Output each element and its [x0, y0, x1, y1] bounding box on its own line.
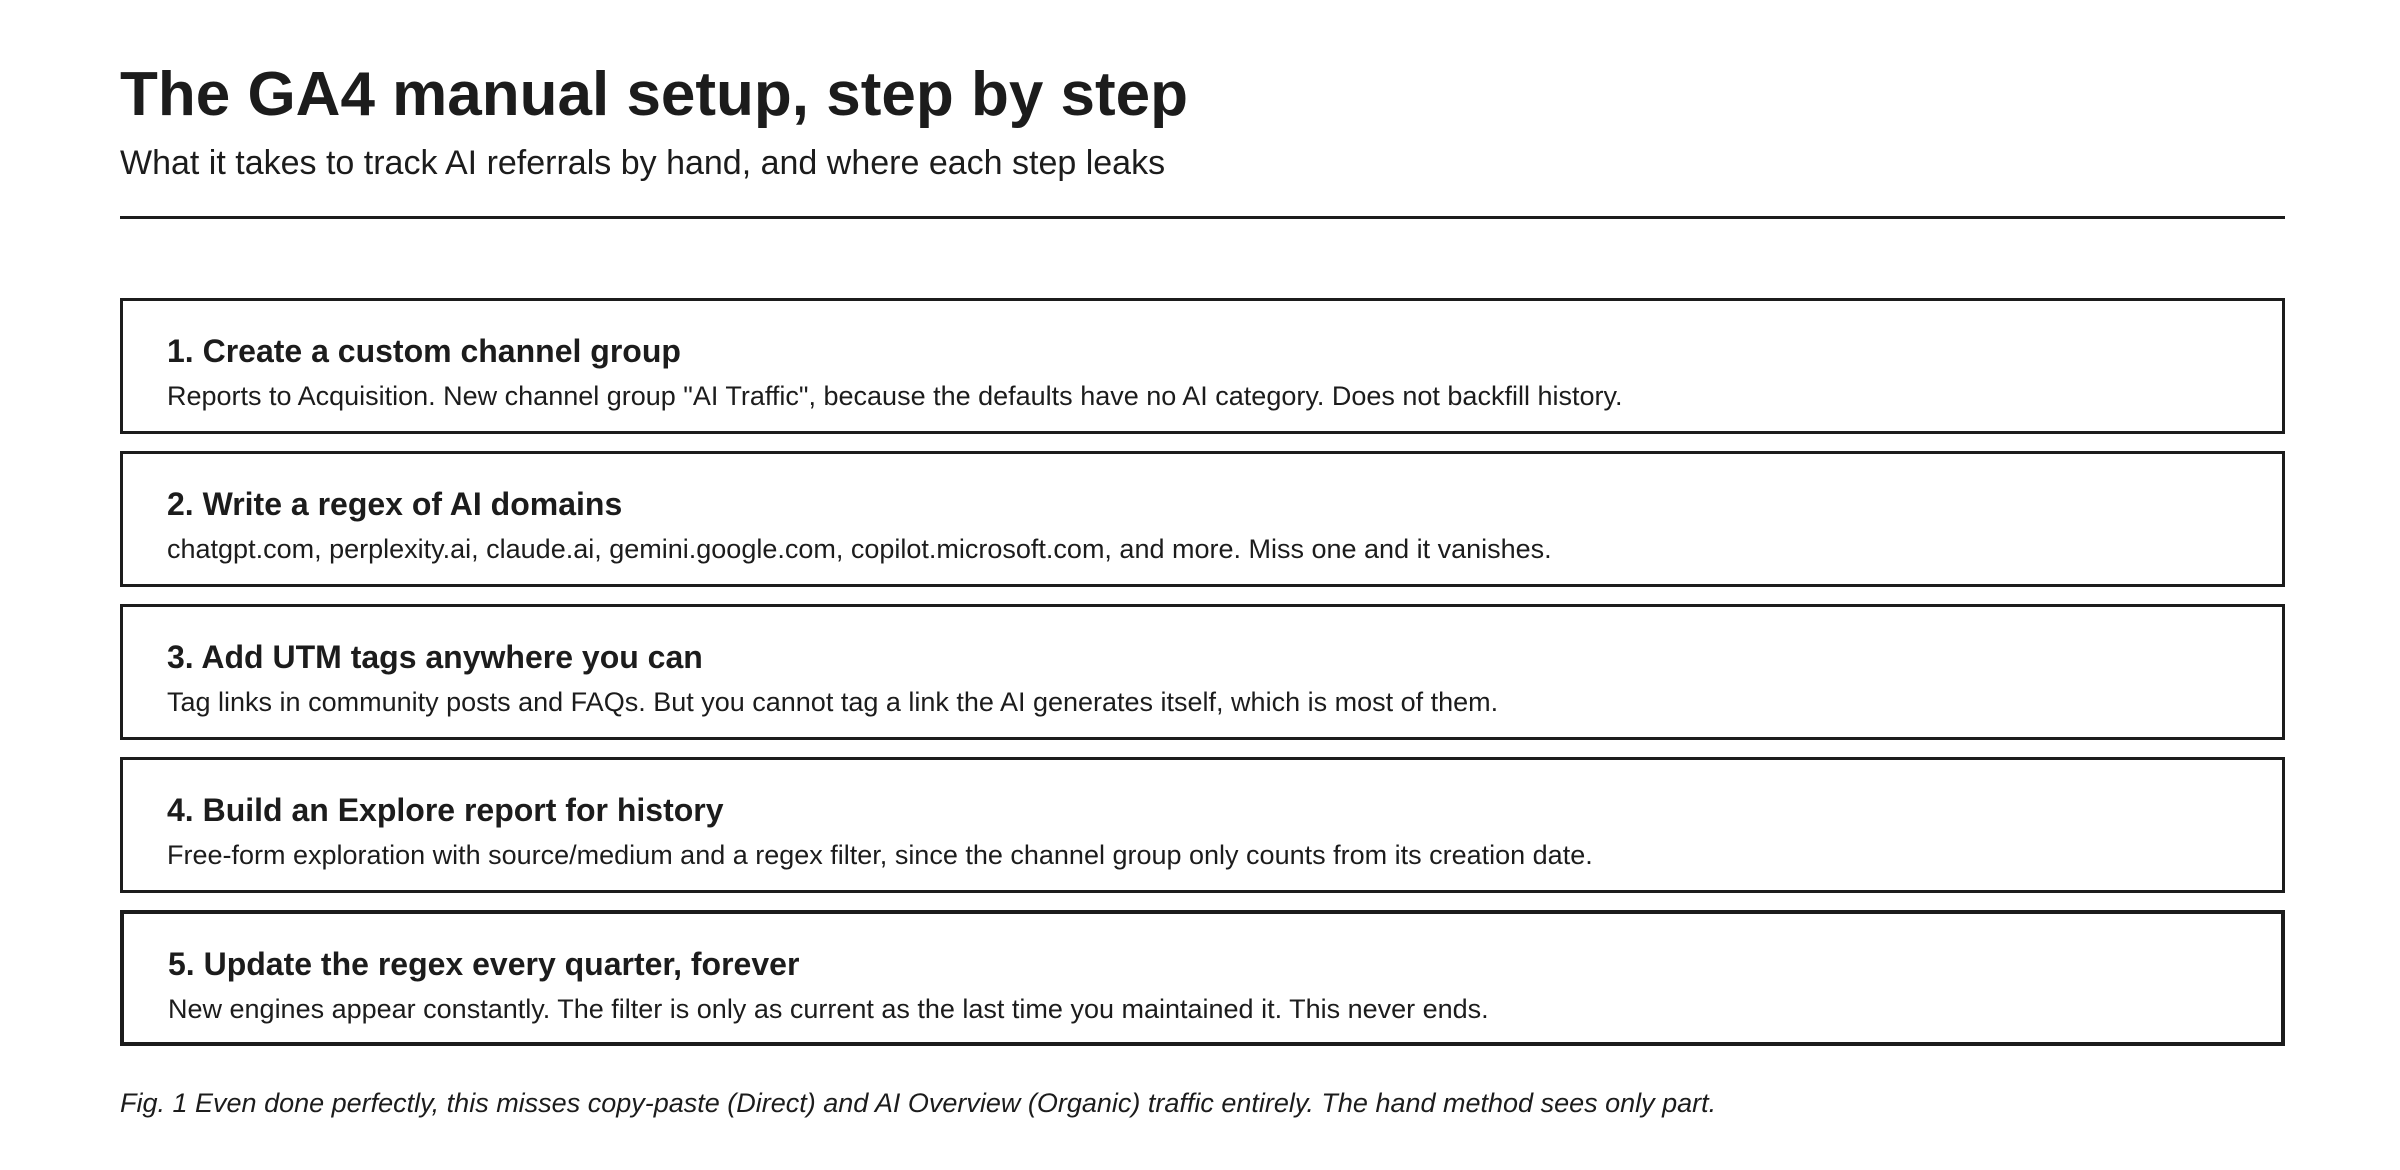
step-title: 1. Create a custom channel group: [167, 333, 681, 369]
page-title: The GA4 manual setup, step by step: [120, 60, 1189, 129]
step-title: 2. Write a regex of AI domains: [167, 486, 623, 522]
step-card-5: [120, 910, 2285, 1046]
step-description: Tag links in community posts and FAQs. But you cannot tag a link the AI generates itself, which is most of them.: [167, 687, 1499, 717]
header-divider: [120, 216, 2285, 219]
step-description: Reports to Acquisition. New channel group "AI Traffic", because the defaults have no AI category. Does not backfill history.: [167, 381, 1623, 411]
step-title: 4. Build an Explore report for history: [167, 792, 724, 828]
figure-caption: Fig. 1 Even done perfectly, this misses copy-paste (Direct) and AI Overview (Organic) traffic entirely. The hand method sees only part.: [120, 1088, 1717, 1118]
step-card-2: [120, 451, 2285, 587]
step-title: 3. Add UTM tags anywhere you can: [167, 639, 703, 675]
step-title: 5. Update the regex every quarter, forever: [168, 946, 800, 982]
step-description: New engines appear constantly. The filter is only as current as the last time you maintained it. This never ends.: [168, 994, 1489, 1024]
page-subtitle: What it takes to track AI referrals by hand, and where each step leaks: [120, 144, 1166, 182]
step-list: [120, 298, 2285, 1046]
step-card-3: [120, 604, 2285, 740]
step-description: chatgpt.com, perplexity.ai, claude.ai, gemini.google.com, copilot.microsoft.com, and more. Miss one and it vanishes.: [167, 534, 1552, 564]
step-card-1: [120, 298, 2285, 434]
step-card-4: [120, 757, 2285, 893]
step-description: Free-form exploration with source/medium and a regex filter, since the channel group only counts from its creation date.: [167, 840, 1593, 870]
